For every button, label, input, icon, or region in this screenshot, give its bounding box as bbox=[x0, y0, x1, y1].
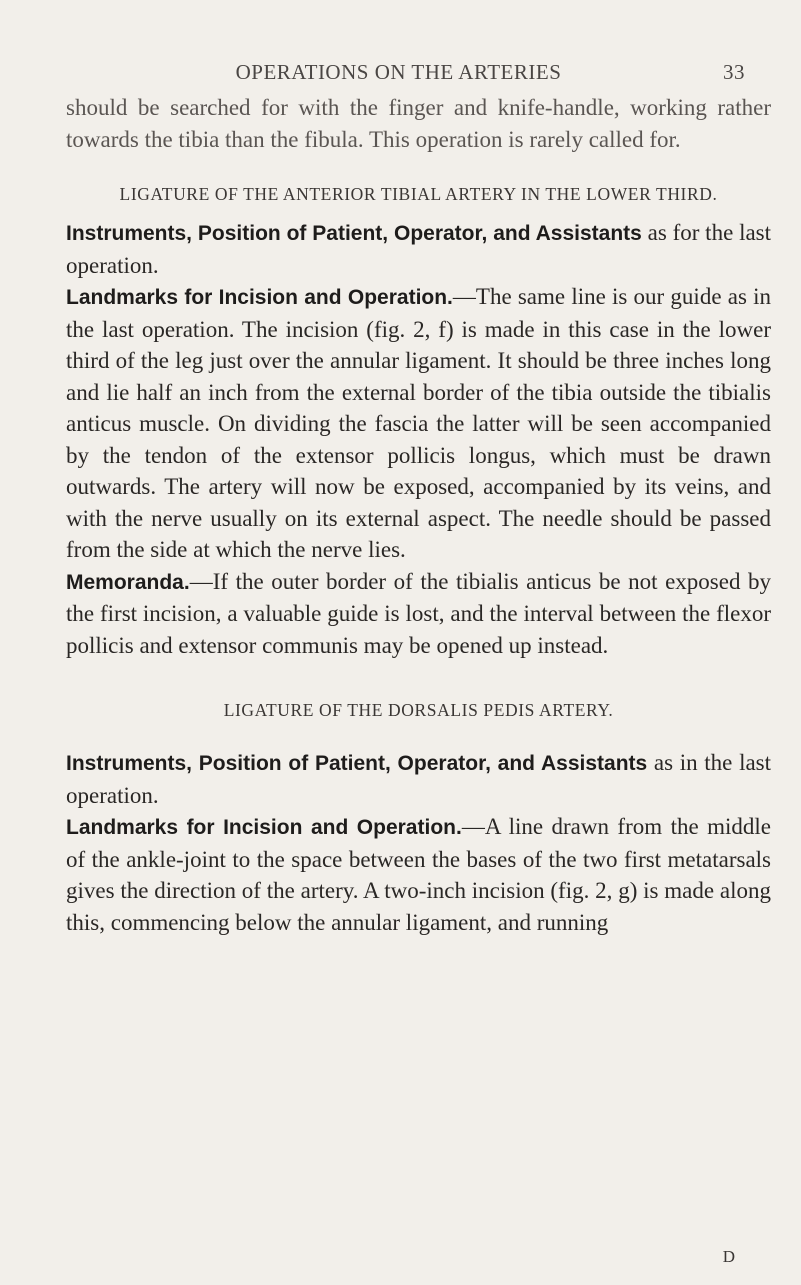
paragraph-text: as in the last operation. bbox=[66, 750, 772, 808]
paragraph-lead: Instruments, Position of Patient, Operator, and Assistants bbox=[66, 752, 648, 775]
paragraph-landmarks-1 bbox=[66, 281, 771, 566]
paragraph-lead: Instruments, Position of Patient, Operator, and Assistants bbox=[66, 222, 642, 245]
paragraph-lead: Landmarks for Incision and Operation. bbox=[66, 286, 453, 309]
paragraph-lead: Memoranda. bbox=[66, 570, 190, 594]
signature-mark: D bbox=[722, 1247, 735, 1266]
running-head bbox=[66, 60, 771, 92]
paragraph-lead: Landmarks for Incision and Operation. bbox=[66, 816, 462, 839]
running-title: OPERATIONS ON THE ARTERIES bbox=[235, 60, 562, 84]
paragraph-text: —If the outer border of the tibialis anticus be not exposed by the first incision, a valuable guide is lost, and the interval between the flexor pollicis and extensor communis may be opened up instead. bbox=[66, 568, 771, 658]
paragraph-text: —A line drawn from the middle of the ankle-joint to the space between the bases of the two first metatarsals gives the direction of the artery. A two-inch incision (fig. 2, g) is made along this, commencing below the annular ligament, and running bbox=[66, 814, 771, 935]
paragraph-text: as for the last operation. bbox=[66, 220, 772, 278]
page-number: 33 bbox=[723, 60, 745, 84]
section-heading-anterior-tibial: LIGATURE OF THE ANTERIOR TIBIAL ARTERY IN THE LOWER THIRD. bbox=[119, 184, 718, 204]
paragraph-text: —The same line is our guide as in the last operation. The incision (fig. 2, f) is made in this case in the lower third of the leg just over the annular ligament. It should be three inches long and lie half an inch from the external border of the tibia outside the tibialis anticus muscle. On dividing the fascia the latter will be seen accompanied by the tendon of the extensor pollicis longus, which must be drawn outwards. The artery will now be exposed, accompanied by its veins, and with the nerve usually on its external aspect. The needle should be passed from the side at which the nerve lies. bbox=[66, 284, 771, 562]
paragraph-continuation: should be searched for with the finger and knife-handle, working rather towards the tibia than the fibula. This operation is rarely called for. bbox=[66, 95, 771, 152]
paragraph-memoranda bbox=[66, 566, 771, 662]
paragraph-instruments-2 bbox=[66, 747, 771, 811]
paragraph-landmarks-2 bbox=[66, 811, 771, 938]
section-heading-dorsalis-pedis: LIGATURE OF THE DORSALIS PEDIS ARTERY. bbox=[223, 700, 614, 720]
paragraph-instruments-1 bbox=[66, 217, 771, 281]
